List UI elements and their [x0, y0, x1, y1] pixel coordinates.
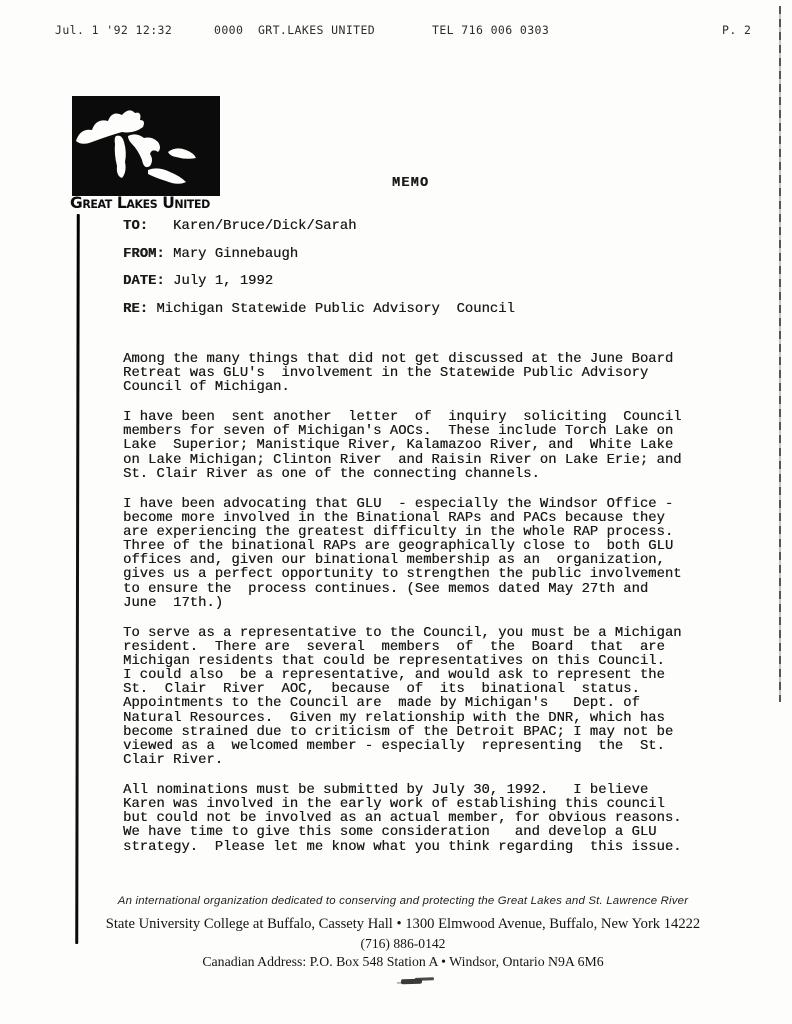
memo-line: Appointments to the Council are made by Michigan's Dept. of [123, 695, 640, 712]
memo-line: Clair River. [123, 752, 224, 769]
memo-line: are experiencing the greatest difficulty in the whole RAP process. [123, 523, 674, 540]
memo-line: Karen was involved in the early work of establishing this council [123, 796, 665, 813]
memo-line: To serve as a representative to the Council, you must be a Michigan [123, 624, 682, 641]
ink-smudge [401, 979, 422, 985]
memo-body [123, 352, 689, 869]
glu-logo [72, 96, 220, 196]
memo-line: We have time to give this some consideration and develop a GLU [123, 824, 657, 841]
footer-tagline: An international organization dedicated to conserving and protecting the Great Lakes and St. Lawrence River [117, 895, 689, 907]
memo-line: on Lake Michigan; Clinton River and Raisin River on Lake Erie; and [123, 451, 682, 468]
fax-station-id: 0000 GRT.LAKES UNITED [214, 23, 376, 37]
memo-line: Lake Superior; Manistique River, Kalamazoo River, and White Lake [123, 437, 674, 454]
memo-line: to ensure the process continues. (See memos dated May 27th and [123, 580, 649, 597]
memo-line: Three of the binational RAPs are geographically close to both GLU [123, 538, 674, 555]
memo-field [123, 302, 515, 330]
footer-us-address: State University College at Buffalo, Cassety Hall • 1300 Elmwood Avenue, Buffalo, New York 14222 [105, 916, 701, 932]
memo-paragraph [123, 626, 689, 768]
scan-artifact-line [779, 6, 781, 702]
memo-line: Council of Michigan. [123, 379, 290, 396]
field-value: July 1, 1992 [164, 273, 274, 290]
memo-line: Michigan residents that could be representatives on this Council. [123, 652, 665, 669]
memo-field [123, 219, 515, 247]
field-label: TO: [123, 218, 149, 234]
memo-line: St. Clair River AOC, because of its binational status. [123, 681, 640, 698]
memo-title: MEMO [392, 176, 430, 191]
field-label: FROM: [123, 245, 165, 262]
memo-line: become strained due to criticism of the Detroit BPAC; I may not be [123, 723, 674, 740]
memo-header-fields [123, 219, 515, 330]
fax-transmission-header [0, 23, 792, 39]
footer-canadian-address: Canadian Address: P.O. Box 548 Station A • Windsor, Ontario N9A 6M6 [202, 954, 604, 969]
fax-page-number: P. 2 [722, 23, 752, 37]
memo-paragraph [123, 783, 689, 854]
memo-line: I have been sent another letter of inquiry soliciting Council [123, 409, 682, 426]
field-value: Mary Ginnebaugh [164, 245, 299, 262]
memo-line: strategy. Please let me know what you think regarding this issue. [123, 838, 682, 855]
memo-paragraph [123, 410, 689, 481]
memo-line: gives us a perfect opportunity to strengthen the public involvement [123, 566, 682, 583]
memo-field [123, 247, 515, 275]
memo-line: members for seven of Michigan's AOCs. These include Torch Lake on [123, 423, 674, 440]
memo-line: but could not be involved as an actual member, for obvious reasons. [123, 810, 682, 827]
field-value: Michigan Statewide Public Advisory Council [148, 301, 515, 318]
memo-field [123, 274, 515, 302]
footer-phone: (716) 886-0142 [360, 936, 446, 951]
logo-wordmark: Great Lakes United [70, 193, 210, 213]
memo-line: Natural Resources. Given my relationship with the DNR, which has [123, 709, 665, 726]
fax-timestamp: Jul. 1 '92 12:32 [55, 23, 173, 37]
memo-line: Among the many things that did not get discussed at the June Board [123, 351, 674, 367]
memo-paragraph [123, 352, 689, 395]
memo-line: viewed as a welcomed member - especially representing the St. [123, 738, 665, 754]
memo-line: Retreat was GLU's involvement in the Statewide Public Advisory [123, 365, 649, 382]
field-label: DATE: [123, 273, 165, 290]
memo-line: become more involved in the Binational RAPs and PACs because they [123, 509, 665, 526]
memo-line: All nominations must be submitted by July 30, 1992. I believe [123, 781, 649, 798]
memo-line: I could also be a representative, and would ask to represent the [123, 667, 665, 684]
memo-paragraph [123, 497, 689, 611]
letterhead-left-rule [75, 214, 80, 944]
memo-line: St. Clair River as one of the connecting channels. [123, 465, 540, 482]
memo-line: June 17th.) [123, 594, 224, 611]
memo-line: resident. There are several members of the Board that are [123, 638, 665, 655]
field-label: RE: [123, 301, 149, 318]
great-lakes-map-icon [72, 96, 220, 196]
fax-tel-number: TEL 716 006 0303 [432, 23, 550, 37]
memo-line: offices and, given our binational membership as an organization, [123, 552, 665, 569]
field-value: Karen/Bruce/Dick/Sarah [148, 218, 357, 234]
memo-line: I have been advocating that GLU - especially the Windsor Office - [123, 495, 674, 512]
